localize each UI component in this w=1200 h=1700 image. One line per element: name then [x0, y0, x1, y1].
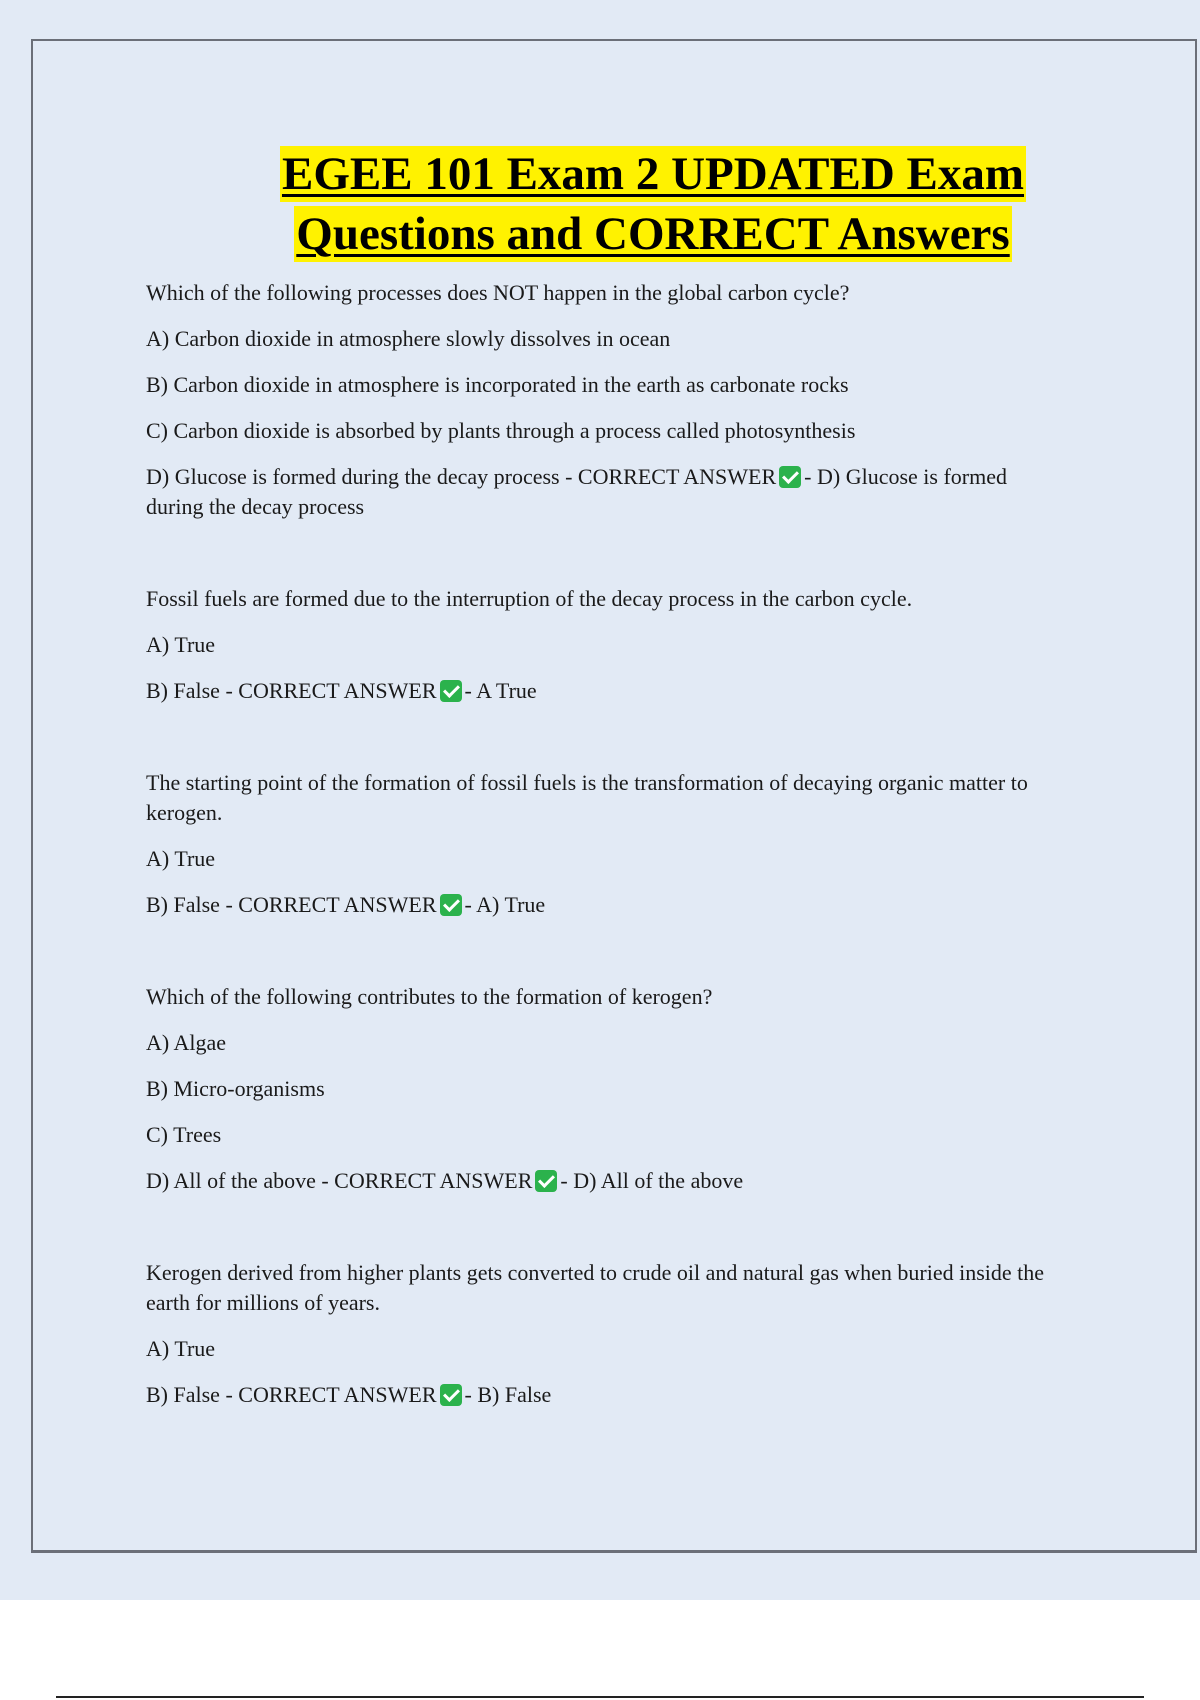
answer-label: B) False - CORRECT ANSWER: [146, 678, 437, 703]
question-4: [146, 982, 1046, 1196]
answer-value: - B) False: [464, 1382, 552, 1407]
answer-value: - D) All of the above: [560, 1168, 744, 1193]
answer-label: D) Glucose is formed during the decay process - CORRECT ANSWER: [146, 464, 777, 489]
question-text: Which of the following contributes to the formation of kerogen?: [146, 984, 713, 1009]
questions-list: [146, 278, 1046, 1426]
answer-label: B) False - CORRECT ANSWER: [146, 892, 437, 917]
option: A) True: [146, 632, 216, 657]
option: A) True: [146, 846, 216, 871]
check-icon: [440, 894, 462, 916]
question-text: Fossil fuels are formed due to the interruption of the decay process in the carbon cycle.: [146, 586, 913, 611]
question-text: Which of the following processes does NOT happen in the global carbon cycle?: [146, 280, 850, 305]
check-icon: [535, 1170, 557, 1192]
option: A) Carbon dioxide in atmosphere slowly dissolves in ocean: [146, 326, 671, 351]
option: A) Algae: [146, 1030, 227, 1055]
question-3: [146, 768, 1046, 920]
title-line-2: Questions and CORRECT Answers: [296, 208, 1010, 260]
answer-line: [146, 890, 1046, 920]
document-title: [0, 146, 1200, 266]
bottom-rule: [56, 1696, 1144, 1698]
option: C) Trees: [146, 1122, 222, 1147]
answer-label: D) All of the above - CORRECT ANSWER: [146, 1168, 533, 1193]
title-line-1: EGEE 101 Exam 2 UPDATED Exam: [281, 148, 1025, 200]
answer-line: [146, 462, 1046, 522]
question-5: [146, 1258, 1046, 1410]
question-text: Kerogen derived from higher plants gets converted to crude oil and natural gas when buried inside the earth for millions of years.: [146, 1260, 1045, 1315]
option: A) True: [146, 1336, 216, 1361]
question-text: The starting point of the formation of fossil fuels is the transformation of decaying organic matter to kerogen.: [146, 770, 1028, 825]
answer-line: [146, 1166, 1046, 1196]
option: B) Micro-organisms: [146, 1076, 325, 1101]
check-icon: [440, 680, 462, 702]
answer-value: - D) Glucose is formed during the decay process: [146, 464, 1008, 519]
option: C) Carbon dioxide is absorbed by plants through a process called photosynthesis: [146, 418, 856, 443]
option: B) Carbon dioxide in atmosphere is incorporated in the earth as carbonate rocks: [146, 372, 849, 397]
answer-line: [146, 1380, 1046, 1410]
check-icon: [440, 1384, 462, 1406]
question-1: [146, 278, 1046, 522]
answer-line: [146, 676, 1046, 706]
question-2: [146, 584, 1046, 706]
check-icon: [779, 466, 801, 488]
answer-value: - A) True: [464, 892, 546, 917]
answer-value: - A True: [464, 678, 537, 703]
answer-label: B) False - CORRECT ANSWER: [146, 1382, 437, 1407]
